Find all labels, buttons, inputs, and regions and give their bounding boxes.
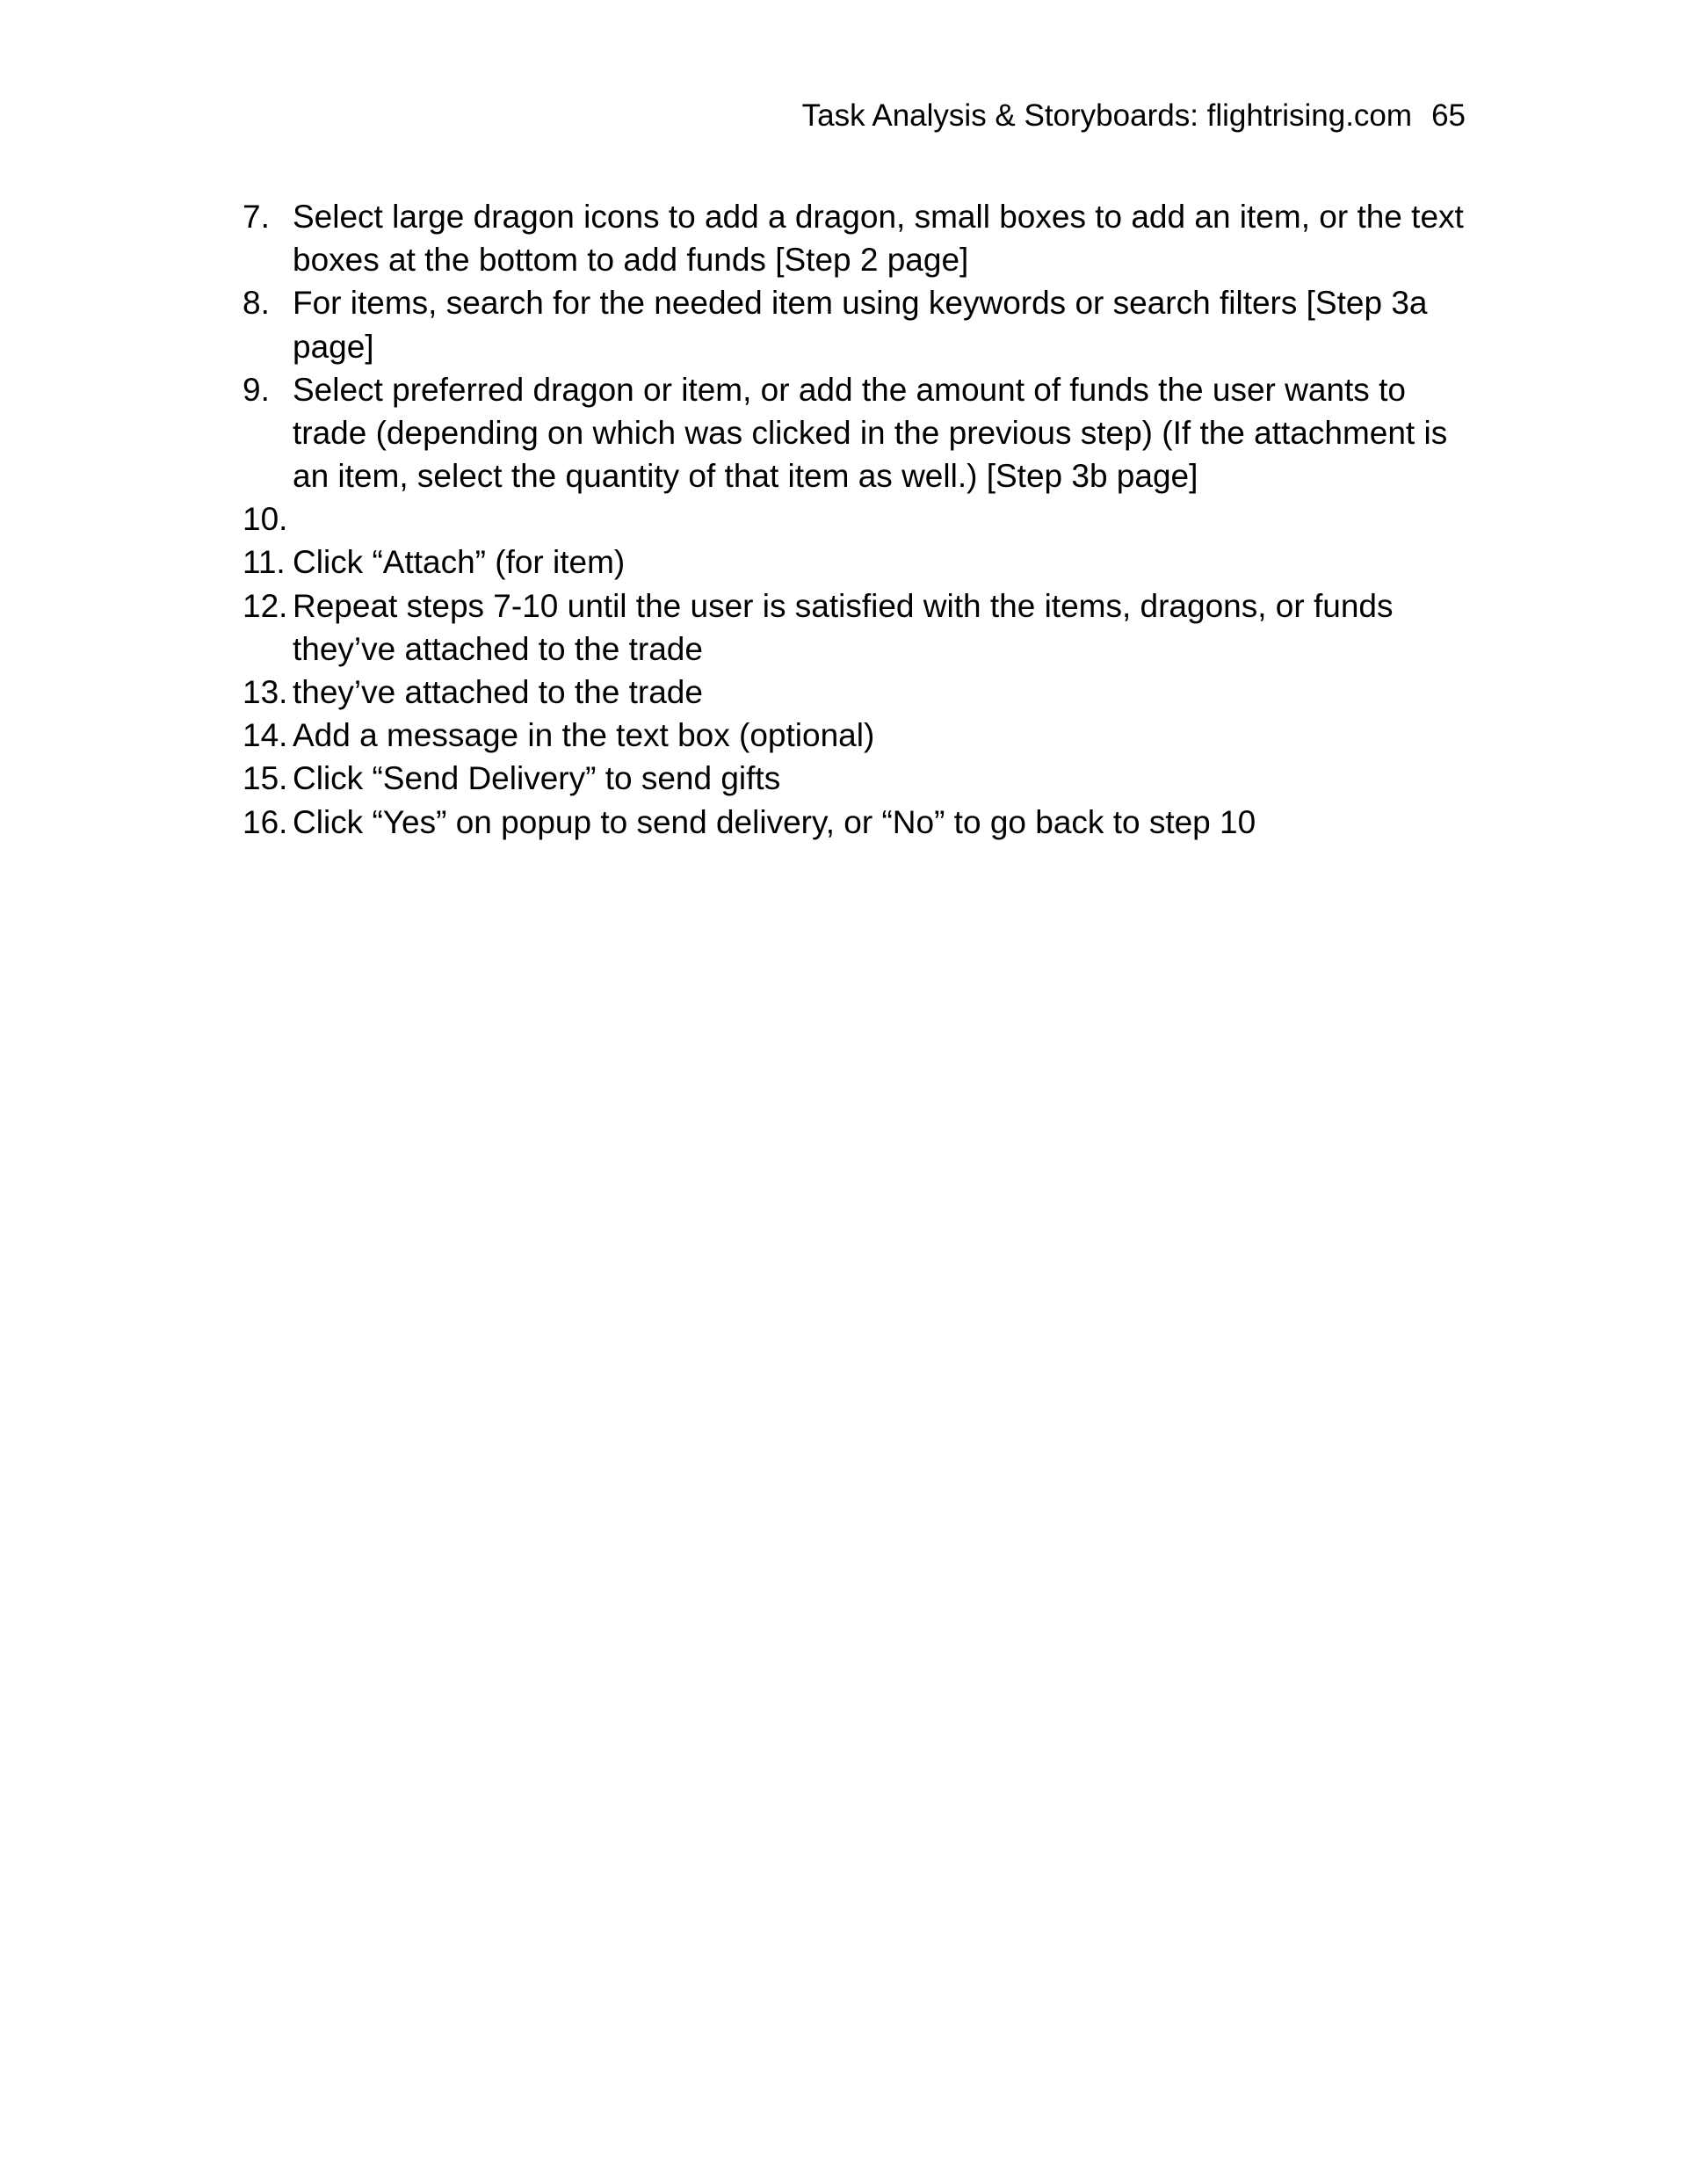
list-item [243,757,1473,800]
step-number: 13. [243,674,288,711]
page-header-title: Task Analysis & Storyboards: flightrising.com [801,98,1413,133]
step-number: 12. [243,587,288,624]
step-text: Click “Attach” (for item) [293,544,626,581]
steps-list [243,195,1473,844]
step-text: Repeat steps 7-10 until the user is satisfied with the items, dragons, or funds they’ve attached to the trade [293,587,1394,667]
step-number: 9. [243,371,270,408]
step-number: 16. [243,803,288,840]
step-text: Click “Send Delivery” to send gifts [293,760,781,797]
step-number: 15. [243,760,288,797]
step-number: 14. [243,717,288,754]
step-number: 8. [243,285,270,322]
list-item [243,368,1473,498]
page-header [802,95,1466,137]
step-text: Add a message in the text box (optional) [293,717,875,754]
step-text: Click “Yes” on popup to send delivery, or “No” to go back to step 10 [293,803,1256,840]
list-item [243,541,1473,584]
list-item [243,714,1473,757]
list-item [243,497,1473,541]
list-item [243,801,1473,844]
list-item [243,671,1473,714]
step-text: Select large dragon icons to add a dragon, small boxes to add an item, or the text boxes at the bottom to add funds [Step 2 page] [293,199,1464,279]
step-text: Select preferred dragon or item, or add the amount of funds the user wants to trade (depending on which was clicked in the previous step) (If the attachment is an item, select the quantity of that item as well.) [Step 3b page] [293,371,1448,495]
list-item [243,281,1473,367]
page-number: 65 [1431,98,1466,133]
step-text: they’ve attached to the trade [293,674,703,711]
list-item [243,195,1473,281]
step-text: For items, search for the needed item using keywords or search filters [Step 3a page] [293,285,1428,365]
step-number: 7. [243,199,270,235]
step-number: 10. [243,501,288,538]
step-number: 11. [243,544,286,581]
list-item [243,584,1473,671]
